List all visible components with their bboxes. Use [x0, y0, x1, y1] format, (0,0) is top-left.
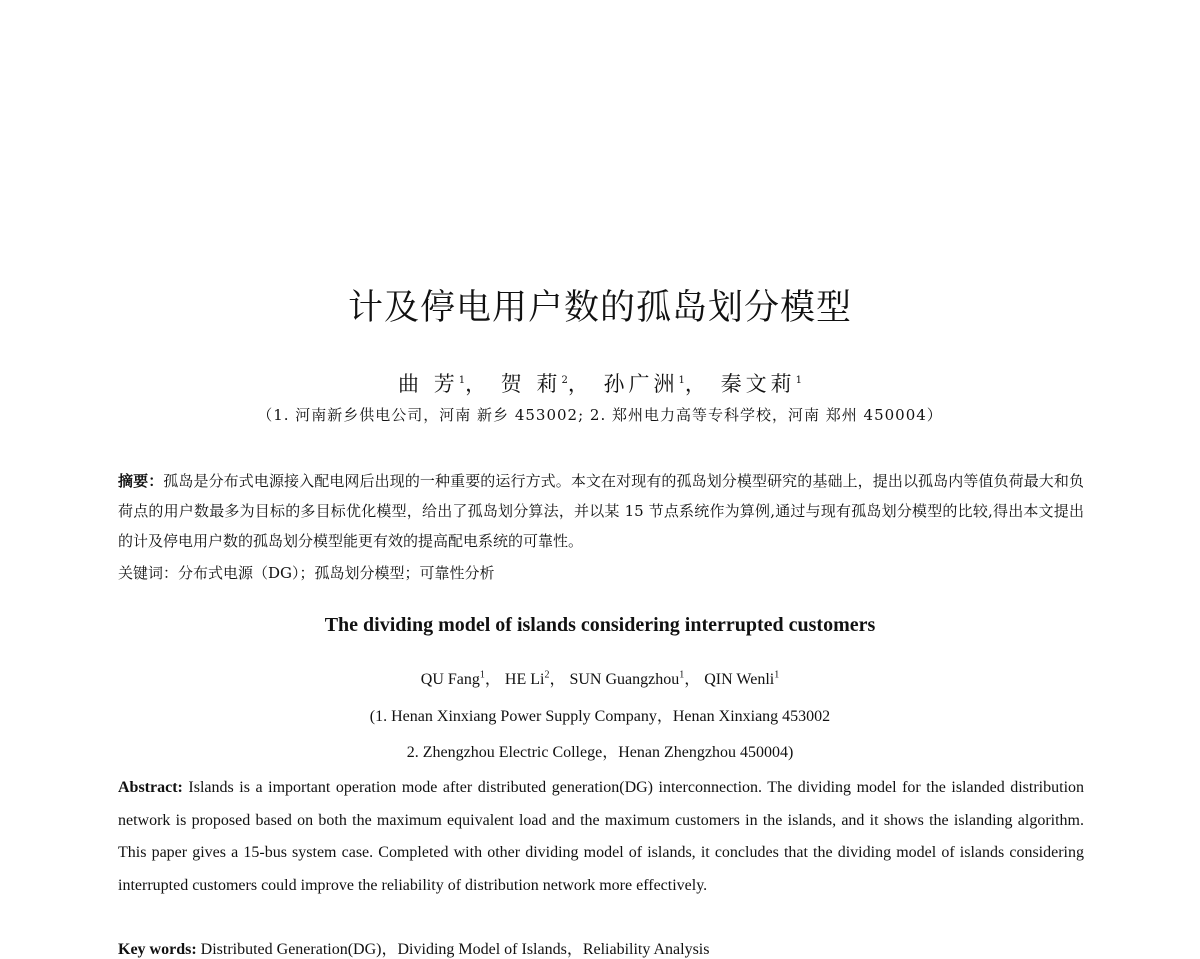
author-separator: ，: [684, 671, 701, 688]
author-affiliation-mark: 2: [544, 669, 550, 681]
author-separator: ，: [465, 372, 491, 396]
keywords-text-cn: 分布式电源（DG）；孤岛划分模型；可靠性分析: [178, 564, 495, 582]
author-affiliation-mark: 1: [795, 375, 802, 386]
author-separator: ，: [567, 372, 593, 396]
affiliation-en-2: 2. Zhengzhou Electric College，Henan Zhengzhou 450004): [406, 744, 794, 761]
author-affiliation-mark: 1: [774, 669, 780, 681]
author-separator: ，: [684, 372, 710, 396]
author-name: HE Li: [504, 671, 545, 688]
abstract-text-cn: 孤岛是分布式电源接入配电网后出现的一种重要的运行方式。本文在对现有的孤岛划分模型研究的基础上，提出以孤岛内等值负荷最大和负荷点的用户数最多为目标的多目标优化模型，给出了孤岛划分算法，并以某 15 节点系统作为算例,通过与现有孤岛划分模型的比较,得出本文提出的计及停电用户数的孤岛划分模型能更有效的提高配电系统的可靠性。: [118, 472, 1084, 550]
author-name: 曲 芳: [398, 372, 459, 396]
author-affiliation-mark: 1: [458, 375, 466, 386]
paper-title-en: The dividing model of islands considering interrupted customers: [324, 614, 876, 636]
abstract-en: [118, 772, 1084, 902]
author-name: QIN Wenli: [704, 671, 775, 688]
author-separator: ，: [549, 671, 566, 688]
abstract-cn: [118, 466, 1084, 556]
author-affiliation-mark: 1: [679, 669, 685, 681]
keywords-label-cn: 关键词：: [118, 564, 179, 582]
keywords-en: [118, 936, 709, 959]
author-name: QU Fang: [420, 671, 480, 688]
author-name: 贺 莉: [500, 372, 562, 396]
author-name: SUN Guangzhou: [569, 671, 680, 688]
author-name: 秦文莉: [720, 372, 796, 396]
paper-title-cn: 计及停电用户数的孤岛划分模型: [347, 288, 852, 328]
author-affiliation-mark: 2: [561, 375, 568, 386]
keywords-cn: [118, 562, 495, 583]
author-list-cn: [0, 368, 1200, 398]
abstract-label-en: Abstract:: [118, 779, 183, 796]
author-list-en: [0, 666, 1200, 689]
author-name: 孙广洲: [603, 372, 679, 396]
keywords-text-en: Distributed Generation(DG)，Dividing Model of Islands，Reliability Analysis: [200, 941, 710, 958]
abstract-text-en: Islands is a important operation mode after distributed generation(DG) interconnection. The dividing model for the islanded distribution network is proposed based on both the maximum equivalent load and the maximum customers in the islands, and it shows the islanding algorithm. This paper gives a 15-bus system case. Completed with other dividing model of islands, it concludes that the dividing model of islands considering interrupted customers could improve the reliability of distribution network more effectively.: [118, 779, 1085, 894]
abstract-label-cn: 摘要：: [118, 472, 164, 490]
affiliation-cn: （1. 河南新乡供电公司，河南 新乡 453002; 2. 郑州电力高等专科学校，河南 郑州 450004）: [257, 406, 943, 424]
author-affiliation-mark: 1: [479, 669, 485, 681]
affiliation-en-1: (1. Henan Xinxiang Power Supply Company，Henan Xinxiang 453002: [369, 708, 831, 725]
author-affiliation-mark: 1: [678, 375, 685, 386]
author-separator: ，: [484, 671, 501, 688]
keywords-label-en: Key words:: [118, 941, 197, 958]
